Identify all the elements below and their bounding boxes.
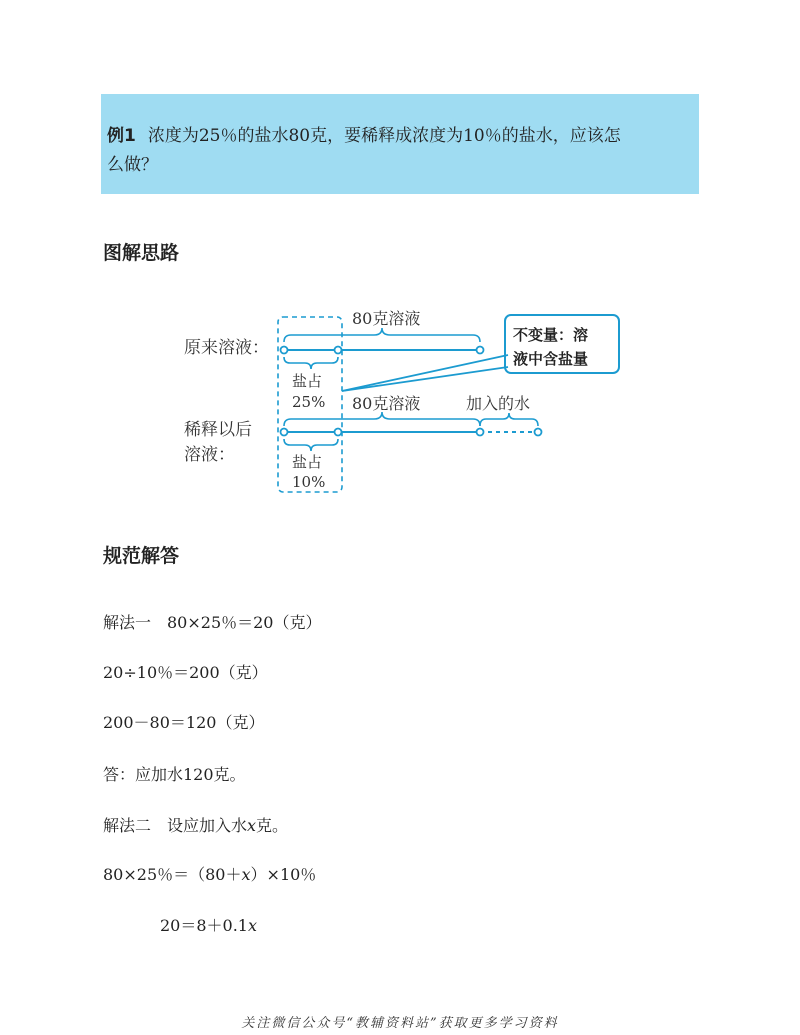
solution-line-7 xyxy=(160,913,257,936)
original-salt-label-1: 盐占 xyxy=(292,372,323,390)
solution-line-6 xyxy=(103,862,316,885)
solution-line-6-suffix: ）×10％ xyxy=(250,865,317,884)
footer-watermark: 关注微信公众号“教辅资料站”获取更多学习资料 xyxy=(241,1016,559,1031)
solution-line-6-prefix: 80×25％＝（80＋ xyxy=(103,865,242,884)
original-salt-label-2: 25% xyxy=(292,393,326,411)
diluted-start-dot xyxy=(281,429,288,436)
solution-line-4: 答：应加水120克。 xyxy=(103,765,246,784)
diluted-end-dot xyxy=(535,429,542,436)
original-salt-dot xyxy=(335,347,342,354)
original-total-brace xyxy=(284,328,480,342)
callout-pointer-1 xyxy=(342,355,508,391)
example-label: 例1 xyxy=(107,126,136,146)
original-salt-brace xyxy=(284,357,338,369)
example-text-1: 浓度为25％的盐水80克，要稀释成浓度为10％的盐水，应该怎 xyxy=(147,126,621,146)
example-box xyxy=(101,94,699,194)
solution-line-3: 200－80＝120（克） xyxy=(103,713,265,732)
solution-diagram xyxy=(170,295,630,500)
variable-x: x xyxy=(247,816,257,835)
solution-line-1: 解法一 80×25％＝20（克） xyxy=(103,613,322,632)
diluted-mid-dot xyxy=(477,429,484,436)
callout-text-2: 液中含盐量 xyxy=(513,350,589,368)
diluted-total-label: 80克溶液 xyxy=(352,394,421,413)
solution-line-2: 20÷10％＝200（克） xyxy=(103,663,268,682)
callout-text-1: 不变量：溶 xyxy=(513,326,589,344)
example-text-2: 么做？ xyxy=(107,155,158,175)
diluted-salt-dot xyxy=(335,429,342,436)
variable-x: x xyxy=(241,865,251,884)
section-heading-diagram: 图解思路 xyxy=(103,242,180,264)
solution-line-7-prefix: 20＝8＋0.1 xyxy=(160,916,248,935)
diluted-salt-label-1: 盐占 xyxy=(292,453,323,471)
callout-pointer-2 xyxy=(342,367,508,391)
diluted-solution-label-2: 溶液： xyxy=(184,445,235,465)
section-heading-solution: 规范解答 xyxy=(103,545,180,567)
solution-line-5-suffix: 克。 xyxy=(256,816,289,835)
original-total-label: 80克溶液 xyxy=(352,309,421,328)
diluted-salt-label-2: 10% xyxy=(292,473,326,491)
added-water-brace xyxy=(480,413,538,426)
diluted-total-brace xyxy=(284,412,480,426)
example-line-1 xyxy=(107,121,621,146)
original-solution-label: 原来溶液： xyxy=(184,338,269,358)
diluted-solution-label-1: 稀释以后 xyxy=(184,420,252,440)
original-end-dot xyxy=(477,347,484,354)
solution-line-5 xyxy=(103,813,288,836)
diluted-salt-brace xyxy=(284,439,338,451)
added-water-label: 加入的水 xyxy=(466,394,531,413)
original-start-dot xyxy=(281,347,288,354)
solution-line-5-prefix: 解法二 设应加入水 xyxy=(103,816,248,835)
variable-x: x xyxy=(248,916,258,935)
